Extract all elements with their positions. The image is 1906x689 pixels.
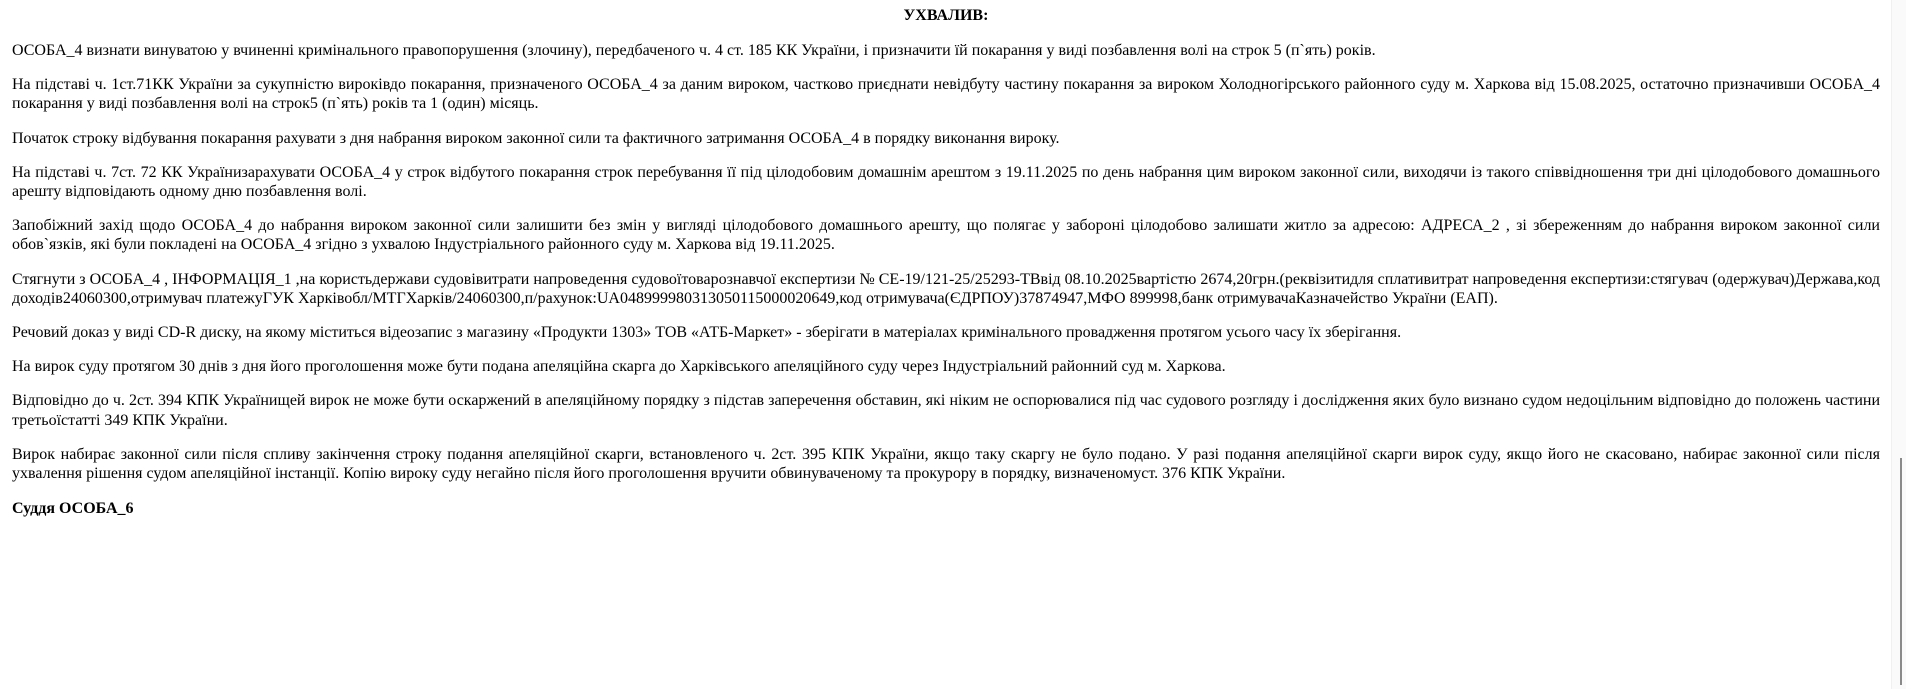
paragraph-appeal: На вирок суду протягом 30 днів з дня його проголошення може бути подана апеляційна скарга до Харківського апеляційного суду через Індустріальний районний суд м. Харкова. [12, 358, 1226, 376]
judge-signature: Суддя ОСОБА_6 [12, 500, 134, 518]
paragraph-sentence-start: Початок строку відбування покарання рахувати з дня набрання вироком законної сили та фактичного затримання ОСОБА_4 в порядку виконання вироку. [12, 129, 1060, 147]
paragraph-cumulative-sentence: На підставі ч. 1ст.71КК України за сукупністю вироківдо покарання, призначеного ОСОБА_4 за даним вироком, частково приєднати невідбуту частину покарання за вироком Холодногірського районного суду м. Харкова від 15.08.2025, остаточно призначивши ОСОБА_4 покарання у виді позбавлення волі на строк5 (п`ять) років та 1 (один) місяць. [12, 76, 1880, 113]
vertical-scrollbar[interactable] [1891, 0, 1906, 689]
paragraph-entry-into-force: Вирок набирає законної сили після спливу закінчення строку подання апеляційної скарги, встановленого ч. 2ст. 395 КПК України, якщо таку скаргу не було подано. У разі подання апеляційної скарги вирок суду, якщо його не скасовано, набирає законної сили після ухвалення рішення судом апеляційної інстанції. Копію вироку суду негайно після його проголошення вручити обвинуваченому та прокурору в порядку, визначеномуст. 376 КПК України. [12, 445, 1880, 483]
paragraph-house-arrest-credit: На підставі ч. 7ст. 72 КК Українизарахувати ОСОБА_4 у строк відбутого покарання строк перебування її під цілодобовим домашнім арештом з 19.11.2025 по день набрання цим вироком законної сили, виходячи із такого співвідношення три дні цілодобового домашнього арешту відповідають одному дню позбавлення волі. [12, 163, 1880, 201]
paragraph-verdict: ОСОБА_4 визнати винуватою у вчиненні кримінального правопорушення (злочину), передбаченого ч. 4 ст. 185 КК України, і призначити їй покарання у виді позбавлення волі на строк 5 (п`ять) років. [12, 42, 1376, 59]
scrollbar-thumb[interactable] [1900, 458, 1902, 685]
resolution-heading: УХВАЛИВ: [903, 7, 989, 24]
paragraph-court-costs: Стягнути з ОСОБА_4 , ІНФОРМАЦІЯ_1 ,на користьдержави судовівитрати напроведення судовоїтоварознавчої експертизи № СЕ-19/121-25/25293-ТВвід 08.10.2025вартістю 2674,20грн.(реквізитидля сплативитрат напроведення експертизи:стягувач (одержувач)Держава,код доходів24060300,отримувач платежуГУК Харківобл/МТГХарків/24060300,п/рахунок:UA048999980313050115000020649,код отримувача(ЄДРПОУ)37874947,МФО 899998,банк отримувачаКазначейство України (ЕАП). [12, 270, 1880, 307]
paragraph-evidence: Речовий доказ у виді CD-R диску, на якому міститься відеозапис з магазину «Продукти 1303» ТОВ «АТБ-Маркет» - зберігати в матеріалах кримінального провадження протягом усього часу їх зберігання. [12, 324, 1402, 342]
paragraph-preventive-measure: Запобіжний захід щодо ОСОБА_4 до набрання вироком законної сили залишити без змін у вигляді цілодобового домашнього арешту, що полягає у забороні цілодобово залишати житло за адресою: АДРЕСА_2 , зі збереженням до набрання вироком законної сили обов`язків, які були покладені на ОСОБА_4 згідно з ухвалою Індустріального районного суду м. Харкова від 19.11.2025. [12, 217, 1880, 254]
paragraph-appeal-restriction: Відповідно до ч. 2ст. 394 КПК Українищей вирок не може бути оскаржений в апеляційному порядку з підстав заперечення обставин, які ніким не оспорювалися під час судового розгляду і дослідження яких було визнано судом недоцільним відповідно до положень частини третьоїстатті 349 КПК України. [12, 392, 1880, 429]
